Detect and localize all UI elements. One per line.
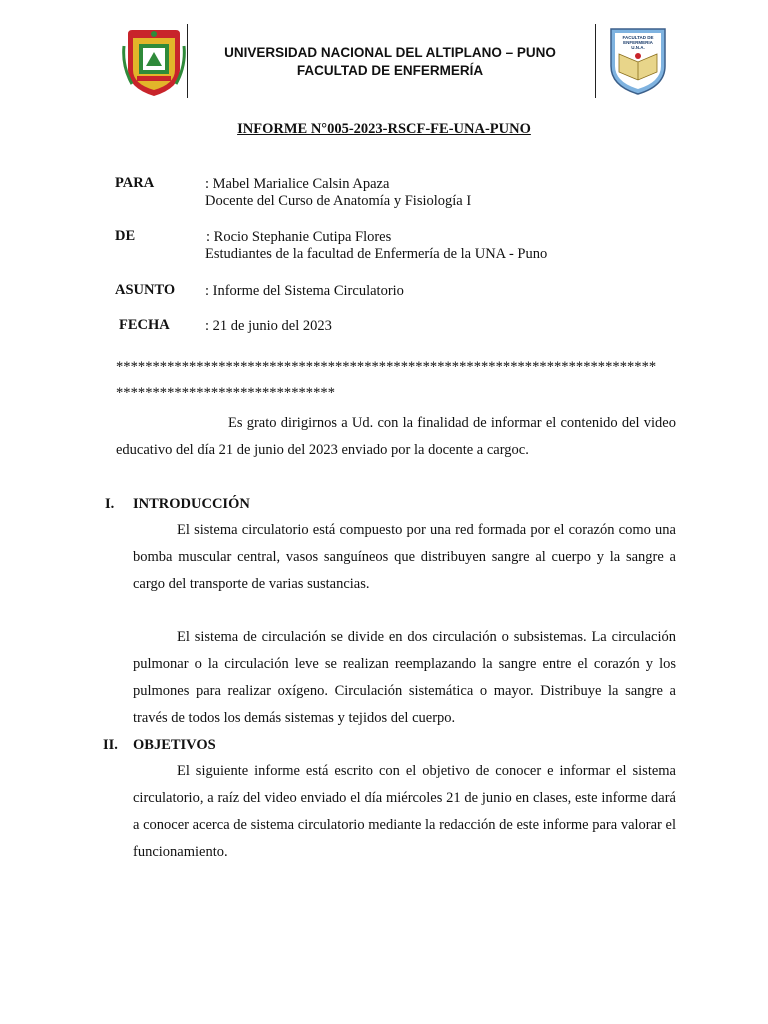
- de-label: DE: [115, 228, 136, 244]
- header-divider-left: [187, 24, 188, 98]
- separator-line-1: **************************************************************************: [116, 359, 657, 375]
- de-value: : Rocio Stephanie Cutipa Flores: [206, 229, 392, 245]
- para-value: : Mabel Marialice Calsin Apaza: [205, 176, 390, 192]
- section-2-heading: OBJETIVOS: [133, 737, 216, 753]
- header-faculty: FACULTAD DE ENFERMERÍA: [296, 63, 484, 78]
- header-divider-right: [595, 24, 596, 98]
- section-1-heading: INTRODUCCIÓN: [133, 496, 250, 512]
- faculty-shield-logo: [608, 26, 668, 96]
- intro-paragraph: Es grato dirigirnos a Ud. con la finalidad de informar el contenido del video educativo del día 21 de junio del 2023 enviado por la docente a cargoc.: [116, 415, 676, 458]
- de-role: Estudiantes de la facultad de Enfermería de la UNA - Puno: [205, 246, 548, 262]
- section-2-paragraph-1: El siguiente informe está escrito con el objetivo de conocer e informar el sistema circulatorio, a raíz del video enviado el día miércoles 21 de junio en clases, este informe dará a conocer acerca de sistema circulatorio mediante la redacción de este informe para valorar el funcionamiento.: [133, 763, 676, 860]
- shield-text-3: U.N.A.: [631, 45, 645, 50]
- university-crest-logo: [122, 26, 186, 98]
- para-role: Docente del Curso de Anatomía y Fisiología I: [205, 193, 472, 209]
- section-1-paragraph-2: El sistema de circulación se divide en dos circulación o subsistemas. La circulación pulmonar o la circulación leve se realizan reemplazando la sangre entre el corazón y los pulmones para realizar oxígeno. Circulación sistemática o mayor. Distribuye la sangre a través de todos los demás sistemas y tejidos del cuerpo.: [133, 629, 676, 726]
- asunto-label: ASUNTO: [115, 282, 176, 298]
- shield-text-2: ENFERMERIA: [623, 40, 653, 45]
- section-1-paragraph-1: El sistema circulatorio está compuesto por una red formada por el corazón como una bomba muscular central, vasos sanguíneos que distribuyen sangre al cuerpo y la sangre a cargo del transporte de varias sustancias.: [133, 522, 676, 592]
- fecha-value: : 21 de junio del 2023: [205, 318, 332, 334]
- header-university: UNIVERSIDAD NACIONAL DEL ALTIPLANO – PUNO: [224, 45, 556, 60]
- shield-text-1: FACULTAD DE: [622, 35, 654, 40]
- para-label: PARA: [115, 175, 155, 191]
- report-title: INFORME N°005-2023-RSCF-FE-UNA-PUNO: [237, 121, 531, 137]
- section-2-number: II.: [103, 737, 118, 753]
- fecha-label: FECHA: [119, 317, 170, 333]
- separator-line-2: ******************************: [116, 385, 335, 401]
- asunto-value: : Informe del Sistema Circulatorio: [205, 283, 404, 299]
- section-1-number: I.: [105, 496, 115, 512]
